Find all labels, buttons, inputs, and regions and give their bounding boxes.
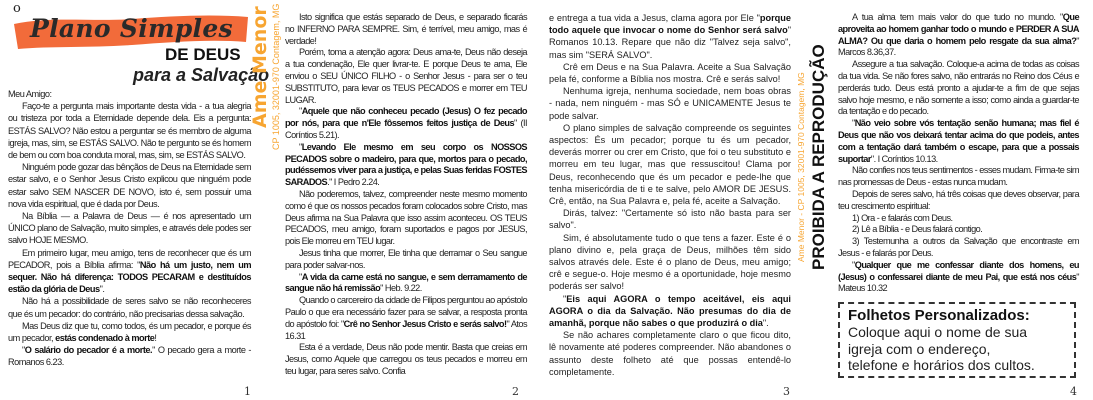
text-run: ." I Pedro 2.24. — [327, 177, 380, 188]
paragraph — [8, 320, 251, 344]
publisher-address: CP 1005, 32001-970 Contagem, MG — [271, 3, 281, 150]
text-run: Quando o carcereiro da cidade de Filipos perguntou ao apóstolo Paulo o que era necessário fazer para se salvar, a resposta pronta do apóstolo foi: " — [285, 295, 527, 329]
text-run: Nenhuma igreja, nenhuma sociedade, nem boas obras - nada, nem ninguém - mas SÓ e UNICAMENTE Jesus te pode salvar. — [549, 86, 791, 121]
text-run: " — [299, 271, 302, 282]
paragraph — [838, 213, 1079, 225]
paragraph — [549, 232, 791, 293]
paragraph — [838, 260, 1079, 295]
paragraph — [549, 85, 791, 122]
text-run: " Heb. 9.22. — [380, 283, 422, 294]
ame-menor-logo: Ame Menor — [249, 6, 271, 128]
text-run: " — [22, 345, 25, 356]
paragraph — [838, 59, 1079, 118]
paragraph — [285, 106, 527, 141]
paragraph — [8, 100, 251, 161]
text-run: ". — [99, 284, 105, 295]
text-run: Mas Deus diz que tu, como todos, és um pecador, e porque és um pecador, — [8, 320, 251, 344]
page-1-text — [8, 88, 251, 369]
text-run: ". — [762, 318, 769, 329]
bible-quote: Levando Ele mesmo em seu corpo os NOSSOS PECADOS sobre o madeiro, para que, mortos para o pecado, pudéssemos viver para a justiça, e pelas Suas feridas FOSTES SARADOS — [285, 141, 527, 188]
paragraph — [549, 293, 791, 330]
bible-quote: estás condenado à morte — [55, 333, 155, 344]
publisher-address-full: Ame Menor - CP 1005, 32001-970 Contagem, MG — [796, 72, 806, 262]
text-run: ". I Coríntios 10.13. — [870, 153, 938, 164]
bible-quote: porque todo aquele que invocar o nome do Senhor será salvo — [549, 13, 791, 36]
text-run: " — [299, 141, 302, 152]
text-run: Não poderemos, talvez, compreender neste mesmo momento como é que os nossos pecados foram colocados sobre Cristo, mas Deus afirma na Sua Palavra que isso assim aconteceu. OS TEUS PECADOS, meu amigo, foram suportados e pagos por JESUS, pois Ele morreu em TEU lugar. — [285, 188, 527, 247]
text-run: " — [852, 259, 855, 270]
paragraph — [838, 189, 1079, 213]
customization-line: Coloque aqui o nome de sua — [848, 324, 1028, 340]
paragraph — [838, 236, 1079, 260]
paragraph — [838, 12, 1079, 59]
paragraph — [285, 47, 527, 106]
title-prefix: o — [13, 1, 21, 16]
text-run: Na Bíblia — a Palavra de Deus — é nos apresentado um ÚNICO plano de Salvação, muito simples, e através dele podes ser salvo HOJE MESMO. — [8, 211, 251, 246]
text-run: e entrega a tua vida a Jesus, clama agora por Ele " — [549, 13, 760, 23]
text-run: Se não achares completamente claro o que ficou dito, lê novamente até poderes compreender. Não abandones o assunto deste folheto até que possas entendê-lo completamente. — [549, 330, 791, 377]
paragraph — [549, 61, 791, 85]
customization-line: telefone e horários dos cultos. — [848, 357, 1035, 373]
text-run: Ninguém pode gozar das bênçãos de Deus na Eternidade sem estar salvo, e o Senhor Jesus Cristo explicou que ninguém pode estar salvo SEM NASCER DE NOVO, isto é, sem possuir uma nova vida espiritual, que é dada por Deus. — [8, 162, 251, 209]
text-run: Assegure a tua salvação. Coloque-a acima de todas as coisas da tua vida. Se não fores salvo, não entrarás no Reino dos Céus e perderás tudo. Deus está pronto a ajudar-te a fim de que sejas salvo hoje mesmo, e não somente a isso; como ainda a guardar-te da tentação e do pecado. — [838, 59, 1079, 117]
bible-quote: Não veio sobre vós tentação senão humana; mas fiel é Deus que não vos deixará tentar acima do que podeis, antes com a tentação dará também o escape, para que a possais suportar — [838, 118, 1079, 164]
text-run: 3) Testemunha a outros da Salvação que encontraste em Jesus - e falarás por Deus. — [838, 236, 1079, 258]
text-run: Esta é a verdade, Deus não pode mentir. Basta que creias em Jesus, como Aquele que carregou os teus pecados e morreu em teu lugar, para seres salvo. Confia — [285, 342, 527, 376]
text-run: " Romanos 10.13. Repare que não diz "Talvez seja salvo", mas sim "SERÁ SALVO". — [549, 25, 791, 60]
paragraph — [285, 295, 527, 342]
bible-quote: Aquele que não conheceu pecado (Jesus) O fez pecado por nós, para que n'Ele fôssemos feitos justiça de Deus — [285, 106, 527, 129]
paragraph — [549, 122, 791, 207]
text-run: " Marcos 8.36,37. — [838, 35, 1079, 58]
text-run: Dirás, talvez: "Certamente só isto não basta para ser salvo". — [549, 208, 791, 231]
paragraph — [549, 329, 791, 378]
text-run: Meu Amigo: — [8, 89, 52, 99]
paragraph — [8, 88, 251, 100]
text-run: Jesus tinha que morrer, Ele tinha que derramar o Seu sangue para poder salvar-nos. — [285, 247, 527, 270]
page-2-text — [285, 12, 527, 378]
paragraph — [838, 165, 1079, 189]
text-run: " — [563, 293, 567, 304]
text-run: Sim, é absolutamente tudo o que tens a fazer. Este é o plano divino e, pela graça de Deus, milhões têm sido salvos através dele. Este é o plano de Deus, meu amigo; crê e segue-o. Hoje mesmo é a oportunidade, hoje mesmo poderás ser salvo! — [549, 232, 791, 292]
bible-quote: Não há um justo, nem um sequer. Não há diferença: TODOS PECARAM e destituídos estão da glória de Deus — [8, 259, 251, 295]
text-run: " O pecado gera a morte - Romanos 6.23. — [8, 345, 251, 368]
text-run: ! — [154, 333, 157, 344]
paragraph — [549, 207, 791, 231]
paragraph — [285, 142, 527, 189]
text-run: " (II Coríntios 5.21). — [285, 118, 527, 140]
paragraph — [8, 295, 251, 319]
text-run: A tua alma tem mais valor do que tudo no mundo. " — [852, 12, 1063, 22]
paragraph — [838, 224, 1079, 236]
bible-quote: A vida da carne está no sangue, e sem derramamento de sangue não há remissão — [285, 271, 527, 294]
text-run: " — [299, 106, 302, 117]
text-run: Porém, toma a atenção agora: Deus ama-te, Deus não deseja a tua condenação, Ele quer livrar-te. E porque Deus te ama, Ele enviou o SEU ÚNICO FILHO - o Senhor Jesus - para ser o teu SUBSTITUTO, para levar os TEUS PECADOS e morrer em TEU LUGAR. — [285, 47, 527, 105]
title-subtitle: para a Salvação — [133, 65, 270, 85]
page-4-text — [838, 12, 1079, 295]
paragraph — [8, 344, 251, 368]
title-script: Plano Simples — [30, 14, 233, 43]
bible-quote: Qualquer que me confessar diante dos homens, eu (Jesus) o confessarei diante de meu Pai, que está nos céus — [838, 259, 1079, 282]
text-run: Depois de seres salvo, há três coisas que deves observar, para teu crescimento espiritual: — [838, 188, 1079, 211]
text-run: 2) Lê a Bíblia - e Deus falará contigo. — [852, 224, 983, 235]
bible-quote: O salário do pecador é a morte. — [24, 345, 153, 356]
paragraph — [8, 247, 251, 296]
paragraph — [285, 342, 527, 377]
text-run: Faço-te a pergunta mais importante desta vida - a tua alegria ou tristeza por toda a Eternidade depende dela. Eis a pergunta: ESTÁS SALVO? Não estou a perguntar se és membro de alguma igreja, mas, sim, se ESTÁS SALVO. Não te pergunto se és homem de bem ou com boa conduta moral, mas, sim, se ESTÁS SALVO. — [8, 101, 251, 161]
page-number-1: 1 — [244, 385, 251, 398]
page-number-3: 3 — [783, 385, 790, 398]
bible-quote: Eis aqui AGORA o tempo aceitável, eis aqui AGORA o dia da Salvação. Não presumas do dia de amanhã, porque não sabes o que produzirá o dia — [549, 293, 791, 329]
text-run: O plano simples de salvação compreende os seguintes aspectos: És um pecador; porque tu és um pecador, deverás morrer ou crer em Cristo, que foi o teu substituto e morreu em teu lugar, mas que ressuscitou! Clama por Deus, reconhecendo que és um pecador e pede-lhe que tenha misericórdia de ti e te salve, pelo AMOR DE JESUS. Crê, então, na Sua Palavra e, pela fé, aceite a Salvação. — [549, 122, 791, 207]
paragraph — [549, 12, 791, 61]
paragraph — [8, 210, 251, 247]
page-3-text — [549, 12, 791, 378]
customization-line: igreja com o endereço, — [848, 340, 991, 357]
text-run: Crê em Deus e na Sua Palavra. Aceite a Sua Salvação pela fé, conforme a Bíblia nos mostra. Crê e serás salvo! — [549, 61, 791, 85]
reproduction-notice: PROIBIDA A REPRODUÇÃO — [809, 44, 828, 270]
customization-heading: Folhetos Personalizados: — [848, 307, 1030, 324]
paragraph — [285, 248, 527, 272]
text-run: " — [852, 118, 855, 129]
title-main: DE DEUS — [165, 45, 241, 64]
page-number-4: 4 — [1070, 385, 1077, 398]
paragraph — [838, 118, 1079, 165]
bible-quote: Que aproveita ao homem ganhar todo o mundo e PERDER A SUA ALMA? Ou que daria o homem pelo resgate da sua alma? — [838, 12, 1079, 46]
text-run: " Mateus 10.32 — [838, 271, 1079, 294]
text-run: Não há a possibilidade de seres salvo se não reconheceres que és um pecador: do contrário, não precisarias dessa salvação. — [8, 296, 251, 319]
paragraph — [285, 12, 527, 47]
text-run: 1) Ora - e falarás com Deus. — [852, 212, 953, 223]
customization-box — [838, 302, 1076, 378]
paragraph — [285, 272, 527, 296]
text-run: Não confies nos teus sentimentos - esses mudam. Firma-te sim nas promessas de Deus - estas nunca mudam. — [838, 165, 1079, 188]
bible-quote: Crê no Senhor Jesus Cristo e serás salvo! — [343, 318, 507, 329]
text-run: Isto significa que estás separado de Deus, e separado ficarás no INFERNO PARA SEMPRE. Sim, é terrível, meu amigo, mas é verdade! — [285, 12, 527, 46]
page-number-2: 2 — [512, 385, 519, 398]
paragraph — [285, 189, 527, 248]
text-run: Em primeiro lugar, meu amigo, tens de reconhecer que és um PECADOR, pois a Bíblia afirma: " — [8, 247, 251, 270]
paragraph — [8, 161, 251, 210]
text-run: " Atos 16.31 — [285, 318, 528, 341]
